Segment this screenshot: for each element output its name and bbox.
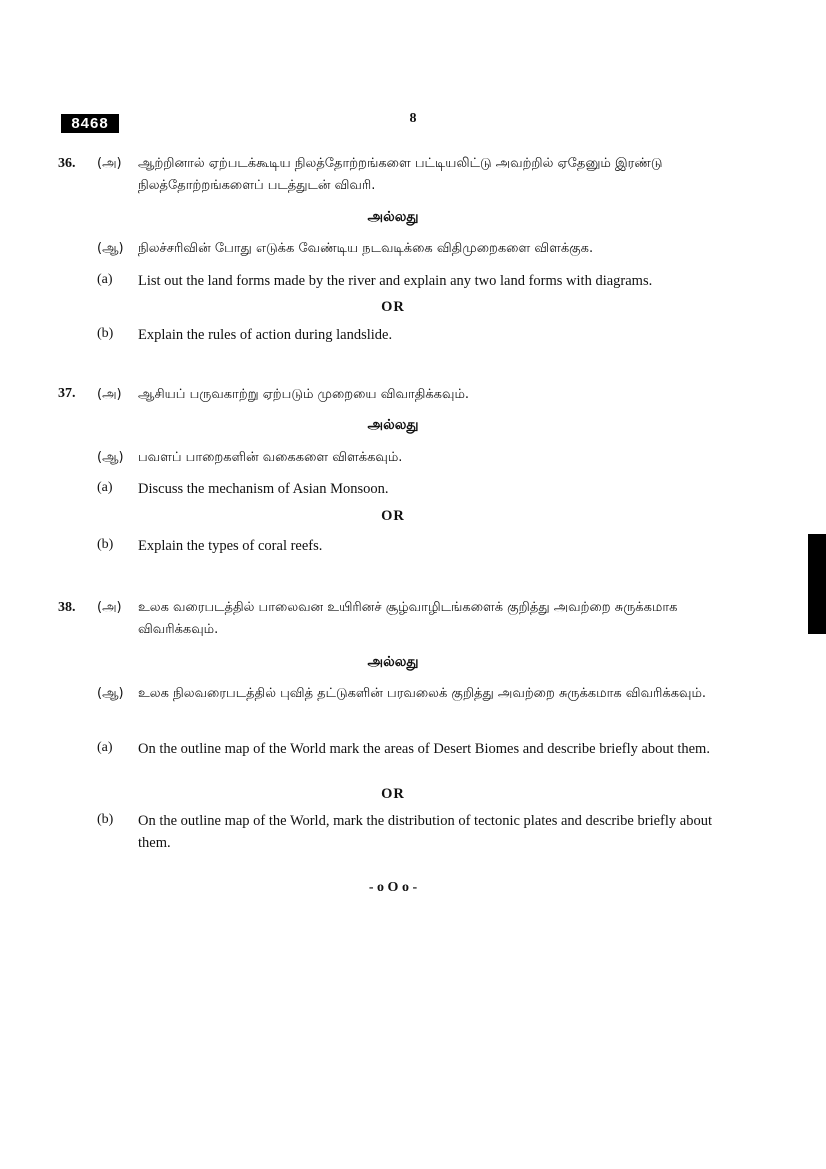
english-option-b-label: (b) — [97, 326, 114, 341]
tamil-or-separator: அல்லது — [367, 654, 419, 670]
tamil-option-b-text: உலக நிலவரைபடத்தில் புவித் தட்டுகளின் பரவலைக் குறித்து அவற்றை சுருக்கமாக விவரிக்கவும். — [138, 686, 707, 701]
question-paper-code: 8468 — [61, 114, 119, 133]
english-or-separator: OR — [381, 786, 405, 802]
tamil-option-a-text: ஆற்றினால் ஏற்படக்கூடிய நிலத்தோற்றங்களை பட்டியலிட்டு அவற்றில் ஏதேனும் இரண்டு நிலத்தோற்றங்களைப் படத்துடன் விவரி. — [138, 156, 663, 193]
page-edge-tab-marker — [808, 534, 826, 634]
tamil-option-a-text: ஆசியப் பருவகாற்று ஏற்படும் முறையை விவாதிக்கவும். — [138, 387, 470, 402]
tamil-option-b-text: பவளப் பாறைகளின் வகைகளை விளக்கவும். — [138, 450, 403, 465]
english-option-a-label: (a) — [97, 272, 113, 287]
end-of-paper-mark: - o O o - — [368, 880, 418, 895]
english-option-a-text: On the outline map of the World mark the areas of Desert Biomes and describe briefly about them. — [138, 741, 710, 757]
tamil-option-a-text: உலக வரைபடத்தில் பாலைவன உயிரினச் சூழ்வாழிடங்களைக் குறித்து அவற்றை சுருக்கமாக விவரிக்கவும். — [138, 600, 678, 637]
page-number: 8 — [409, 111, 417, 126]
english-option-b-label: (b) — [97, 537, 114, 552]
english-or-separator: OR — [381, 508, 405, 524]
english-option-a-label: (a) — [97, 480, 113, 495]
tamil-option-a-label: (அ) — [97, 387, 122, 402]
tamil-option-b-label: (ஆ) — [97, 450, 124, 465]
tamil-option-a-label: (அ) — [97, 156, 122, 171]
question-number: 38. — [58, 600, 76, 615]
english-option-a-text: List out the land forms made by the river and explain any two land forms with diagrams. — [138, 273, 653, 289]
english-option-b-label: (b) — [97, 812, 114, 827]
english-option-b-text: Explain the types of coral reefs. — [138, 538, 323, 554]
tamil-option-b-label: (ஆ) — [97, 686, 124, 701]
question-number: 36. — [58, 156, 76, 171]
tamil-option-a-label: (அ) — [97, 600, 122, 615]
english-option-b-text: On the outline map of the World, mark the distribution of tectonic plates and describe briefly about them. — [138, 813, 712, 851]
english-option-b-text: Explain the rules of action during landslide. — [138, 327, 393, 343]
tamil-or-separator: அல்லது — [367, 417, 419, 433]
tamil-option-b-label: (ஆ) — [97, 241, 124, 256]
english-or-separator: OR — [381, 299, 405, 315]
english-option-a-text: Discuss the mechanism of Asian Monsoon. — [138, 481, 389, 497]
question-number: 37. — [58, 386, 76, 401]
english-option-a-label: (a) — [97, 740, 113, 755]
tamil-or-separator: அல்லது — [367, 209, 419, 225]
tamil-option-b-text: நிலச்சரிவின் போது எடுக்க வேண்டிய நடவடிக்கை விதிமுறைகளை விளக்குக. — [138, 241, 594, 256]
